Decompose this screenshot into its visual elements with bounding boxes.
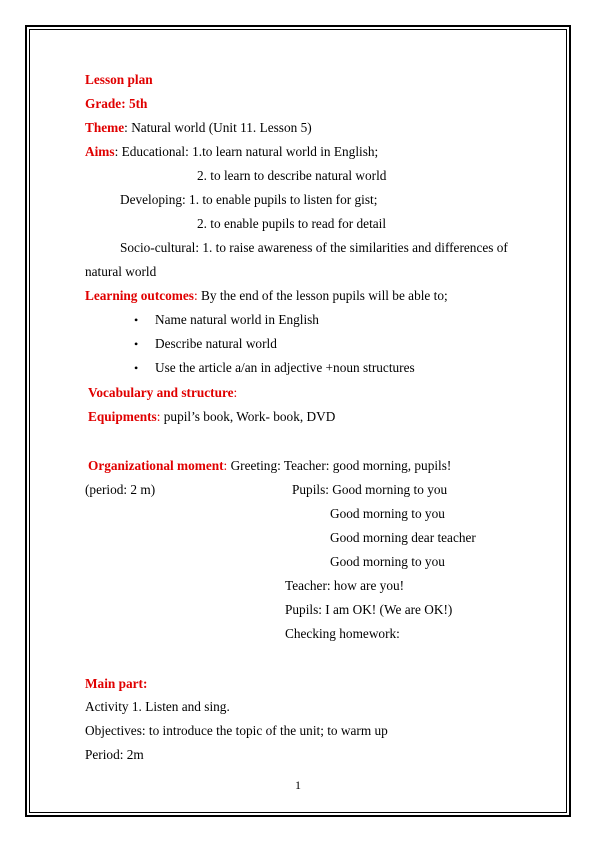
org-moment-homework: Checking homework:: [285, 626, 400, 641]
org-moment-line: [88, 458, 451, 474]
aims-developing-2: 2. to enable pupils to read for detail: [197, 216, 387, 231]
main-part-period: Period: 2m: [85, 747, 144, 762]
org-moment-pupils-3: Good morning dear teacher: [330, 530, 476, 545]
org-moment-pupils-5: Pupils: I am OK! (We are OK!): [285, 602, 453, 617]
aims-socio-cultural-1: Socio-cultural: 1. to raise awareness of the similarities and differences of: [120, 240, 508, 255]
theme-value: Natural world (Unit 11. Lesson 5): [131, 120, 312, 135]
aims-label: Aims: [85, 144, 115, 159]
learning-outcomes-sep: :: [193, 288, 201, 303]
grade-heading: Grade: 5th: [85, 96, 148, 111]
equipments-sep: :: [156, 409, 164, 424]
org-moment-teacher-2: Teacher: how are you!: [285, 578, 405, 593]
page-number: 1: [295, 778, 301, 792]
org-moment-pupils-4: Good morning to you: [330, 554, 445, 569]
aims-socio-cultural-2: natural world: [85, 264, 157, 279]
main-part-activity: Activity 1. Listen and sing.: [85, 699, 230, 714]
aims-sep: :: [114, 144, 122, 159]
lesson-plan-title: Lesson plan: [85, 72, 153, 87]
learning-outcomes-intro: By the end of the lesson pupils will be able to;: [200, 288, 448, 303]
learning-outcomes-label: Learning outcomes: [85, 288, 194, 303]
equipments-label: Equipments: [88, 409, 157, 424]
aims-educational-1: Educational: 1.to learn natural world in English;: [121, 144, 379, 159]
org-moment-greeting: Greeting: Teacher: good morning, pupils!: [230, 458, 452, 473]
vocabulary-line: [88, 385, 237, 401]
outcome-item: Use the article a/an in adjective +noun structures: [155, 360, 415, 375]
aims-educational-2: 2. to learn to describe natural world: [197, 168, 387, 183]
aims-line: [85, 144, 378, 160]
theme-line: [85, 120, 312, 136]
main-part-objectives: Objectives: to introduce the topic of the unit; to warm up: [85, 723, 388, 738]
learning-outcomes-line: [85, 288, 448, 304]
bullet-icon: •: [134, 337, 139, 351]
org-moment-pupils-1: Pupils: Good morning to you: [292, 482, 448, 497]
equipments-value: pupil’s book, Work- book, DVD: [163, 409, 336, 424]
bullet-icon: •: [134, 361, 139, 375]
bullet-icon: •: [134, 313, 139, 327]
org-moment-period: (period: 2 m): [85, 482, 156, 497]
main-part-heading: Main part:: [85, 676, 148, 691]
org-moment-label: Organizational moment: [88, 458, 224, 473]
vocabulary-sep: :: [233, 385, 238, 400]
aims-developing-1: Developing: 1. to enable pupils to listen for gist;: [120, 192, 378, 207]
outcome-item: Describe natural world: [155, 336, 277, 351]
vocabulary-label: Vocabulary and structure: [88, 385, 234, 400]
theme-sep: :: [124, 120, 132, 135]
org-moment-sep: :: [223, 458, 231, 473]
equipments-line: [88, 409, 335, 425]
theme-label: Theme: [85, 120, 125, 135]
outcome-item: Name natural world in English: [155, 312, 319, 327]
org-moment-pupils-2: Good morning to you: [330, 506, 445, 521]
